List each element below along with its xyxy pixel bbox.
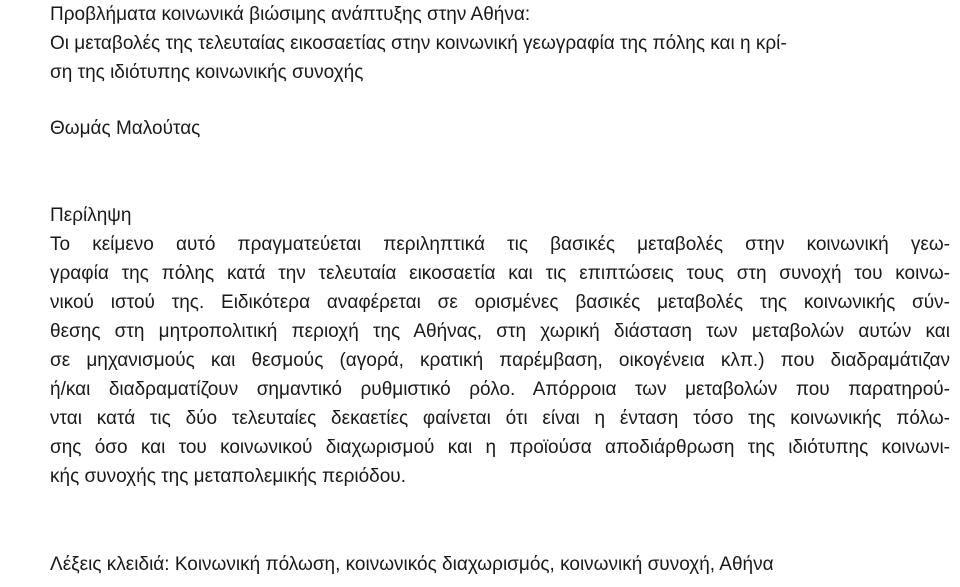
abstract-heading: Περίληψη bbox=[50, 205, 132, 226]
abstract-line: θεσης στη μητροπολιτική περιοχή της Αθήνας, στη χωρική διάσταση των μεταβολών αυτών και bbox=[50, 321, 950, 342]
keywords-line: Λέξεις κλειδιά: Κοινωνική πόλωση, κοινωνικός διαχωρισμός, κοινωνική συνοχή, Αθήνα bbox=[50, 554, 774, 575]
title-line-1: Προβλήματα κοινωνικά βιώσιμης ανάπτυξης στην Αθήνα: bbox=[50, 4, 531, 25]
title-line-3: ση της ιδιότυπης κοινωνικής συνοχής bbox=[50, 62, 364, 83]
abstract-line: νται κατά τις δύο τελευταίες δεκαετίες φαίνεται ότι είναι η ένταση τόσο της κοινωνικής πόλω- bbox=[50, 408, 950, 429]
author-line: Θωμάς Μαλούτας bbox=[50, 118, 201, 139]
abstract-line: ή/και διαδραματίζουν σημαντικό ρυθμιστικό ρόλο. Απόρροια των μεταβολών που παρατηρού- bbox=[50, 379, 950, 400]
title-line-2: Οι μεταβολές της τελευταίας εικοσαετίας στην κοινωνική γεωγραφία της πόλης και η κρί- bbox=[50, 33, 787, 54]
abstract-line: σης όσο και του κοινωνικού διαχωρισμού και η προϊούσα αποδιάρθρωση της ιδιότυπης κοινωνι- bbox=[50, 437, 950, 458]
abstract-line: γραφία της πόλης κατά την τελευταία εικοσαετία και τις επιπτώσεις τους στη συνοχή του κοινω- bbox=[50, 263, 950, 284]
abstract-line: κής συνοχής της μεταπολεμικής περιόδου. bbox=[50, 466, 406, 487]
abstract-line: σε μηχανισμούς και θεσμούς (αγορά, κρατική παρέμβαση, οικογένεια κλπ.) που διαδραμάτιζαν bbox=[50, 350, 950, 371]
abstract-line: νικού ιστού της. Ειδικότερα αναφέρεται σε ορισμένες βασικές μεταβολές της κοινωνικής σύν- bbox=[50, 292, 950, 313]
keywords bbox=[50, 550, 774, 579]
paper-title bbox=[50, 0, 787, 87]
abstract-section bbox=[50, 201, 950, 491]
author-name bbox=[50, 114, 200, 143]
abstract-line: Το κείμενο αυτό πραγματεύεται περιληπτικά τις βασικές μεταβολές στην κοινωνική γεω- bbox=[50, 234, 950, 255]
